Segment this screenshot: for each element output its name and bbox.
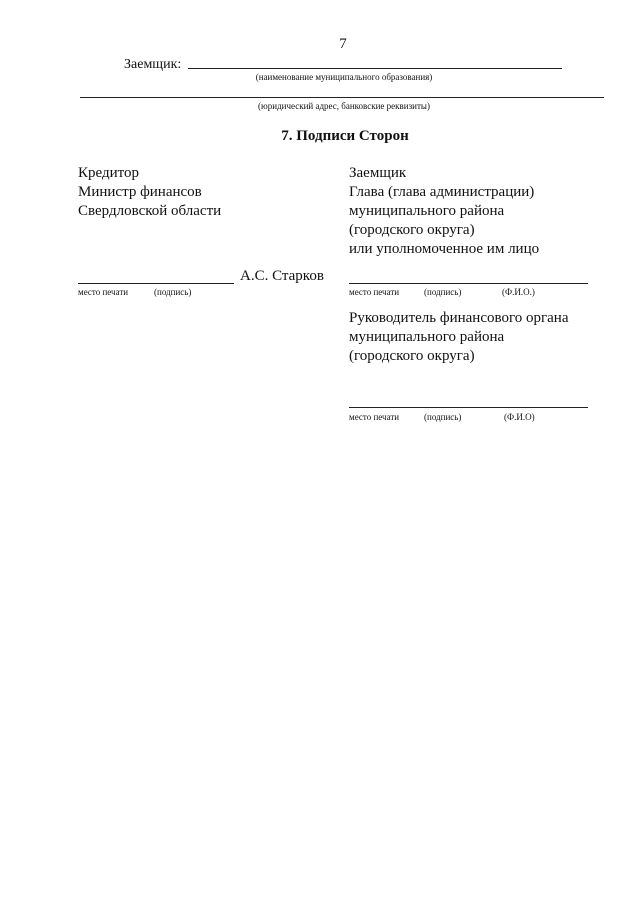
borrower-line: Заемщик (349, 165, 407, 181)
creditor-signature-line (78, 283, 234, 284)
finance-head-seal-caption: место печати (349, 412, 400, 422)
borrower-signature-line (349, 283, 588, 284)
borrower-line: Глава (глава администрации) (349, 184, 535, 200)
borrower-signature-caption: (подпись) (424, 287, 462, 297)
borrower-address-caption: (юридический адрес, банковские реквизиты) (258, 101, 430, 111)
creditor-line: Кредитор (78, 165, 139, 181)
borrower-line: (городского округа) (349, 222, 475, 238)
finance-head-signature-caption: (подпись) (424, 412, 462, 422)
page-number: 7 (339, 36, 347, 52)
finance-head-line: муниципального района (349, 329, 505, 345)
creditor-seal-caption: место печати (78, 287, 129, 297)
creditor-line: Министр финансов (78, 184, 202, 200)
borrower-address-line (80, 97, 604, 98)
borrower-seal-caption: место печати (349, 287, 400, 297)
creditor-line: Свердловской области (78, 203, 222, 219)
finance-head-fio-caption: (Ф.И.О) (504, 412, 535, 422)
finance-head-line: (городского округа) (349, 348, 475, 364)
creditor-signatory-name: А.С. Старков (240, 268, 324, 284)
finance-head-line: Руководитель финансового органа (349, 310, 569, 326)
borrower-fio-caption: (Ф.И.О.) (502, 287, 535, 297)
borrower-line: муниципального района (349, 203, 505, 219)
finance-head-block (349, 309, 569, 366)
borrower-name-caption: (наименование муниципального образования) (255, 72, 433, 82)
creditor-signature-caption: (подпись) (154, 287, 192, 297)
finance-head-signature-line (349, 407, 588, 408)
borrower-line: или уполномоченное им лицо (349, 241, 540, 257)
creditor-block (78, 164, 221, 221)
section-title: 7. Подписи Сторон (281, 128, 409, 144)
borrower-block (349, 164, 539, 259)
borrower-label: Заемщик: (124, 57, 182, 72)
borrower-name-line (188, 68, 562, 69)
